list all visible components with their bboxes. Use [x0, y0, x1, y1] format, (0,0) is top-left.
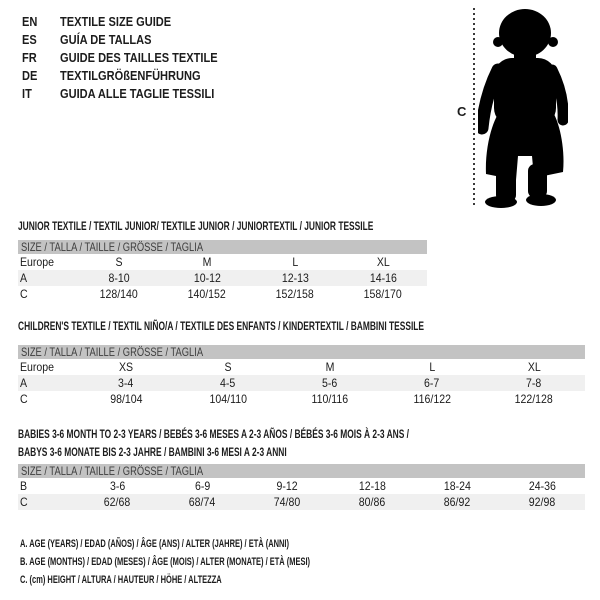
footnote-line: C. (cm) HEIGHT / ALTURA / HAUTEUR / HÖHE / ALTEZZA — [20, 574, 222, 586]
language-code: ES — [22, 32, 37, 47]
table-cell: 7-8 — [526, 376, 542, 390]
table-cell: 68/74 — [189, 495, 216, 509]
table-row — [18, 359, 585, 375]
table-cell: 3-6 — [109, 479, 126, 493]
table-title — [18, 219, 427, 233]
row-label: C — [20, 495, 28, 509]
table-cell: 122/128 — [514, 392, 554, 406]
language-code: FR — [22, 50, 37, 65]
table-row — [18, 478, 585, 494]
table-cell: M — [202, 255, 212, 269]
table-row — [18, 254, 427, 270]
row-label: B — [20, 479, 28, 493]
table-cell: 158/170 — [363, 287, 403, 301]
table-cell: 6-7 — [424, 376, 440, 390]
table-cell: 4-5 — [220, 376, 236, 390]
table-cell: 14-16 — [369, 271, 397, 285]
table-row — [18, 286, 427, 302]
table-cell: 128/140 — [99, 287, 139, 301]
table-cell: 80/86 — [359, 495, 386, 509]
baby-figure-area — [440, 0, 600, 215]
size-header-bar — [18, 464, 585, 478]
table-cell: 12-13 — [281, 271, 309, 285]
table-cell: 10-12 — [193, 271, 221, 285]
table-cell: 9-12 — [276, 479, 299, 493]
table-cell: 62/68 — [104, 495, 131, 509]
table-cell: 110/116 — [311, 392, 349, 406]
table-cell: 92/98 — [529, 495, 556, 509]
language-code: DE — [22, 68, 38, 83]
table-row — [18, 375, 585, 391]
table-row — [18, 391, 585, 407]
language-title: TEXTILE SIZE GUIDE — [60, 14, 172, 29]
language-row — [22, 31, 245, 49]
baby-silhouette-icon — [478, 6, 568, 208]
table-cell: XL — [376, 255, 390, 269]
height-measure-label: C — [457, 104, 467, 119]
language-title: TEXTILGRÖßENFÜHRUNG — [60, 68, 201, 83]
junior-textile-table — [18, 219, 427, 302]
table-cell: 98/104 — [109, 392, 143, 406]
table-cell: 12-18 — [358, 479, 387, 493]
table-cell: 74/80 — [274, 495, 301, 509]
table-title-line: BABIES 3-6 MONTH TO 2-3 YEARS / BEBÉS 3-6 MESES A 2-3 AÑOS / BÉBÉS 3-6 MOIS À 2-3 ANS / — [18, 427, 410, 441]
childrens-textile-table — [18, 319, 585, 407]
language-title: GUIDA ALLE TAGLIE TESSILI — [60, 86, 215, 101]
table-cell: 140/152 — [187, 287, 227, 301]
size-header-bar — [18, 240, 427, 254]
table-cell: 152/158 — [275, 287, 315, 301]
table-cell: L — [292, 255, 298, 269]
table-cell: XL — [527, 360, 541, 374]
table-title — [18, 319, 585, 333]
table-rows — [18, 254, 427, 302]
table-cell: 3-4 — [118, 376, 134, 390]
table-cell: 116/122 — [413, 392, 451, 406]
language-row — [22, 67, 245, 85]
size-header-text: SIZE / TALLA / TAILLE / GRÖSSE / TAGLIA — [21, 464, 204, 478]
table-cell: 104/110 — [209, 392, 247, 406]
size-header-bar — [18, 345, 585, 359]
table-title-line: BABYS 3-6 MONATE BIS 2-3 JAHRE / BAMBINI 3-6 MESI A 2-3 ANNI — [18, 445, 287, 459]
table-cell: 8-10 — [108, 271, 130, 285]
table-row — [18, 494, 585, 510]
footnote-line: A. AGE (YEARS) / EDAD (AÑOS) / ÂGE (ANS) / ALTER (JAHRE) / ETÀ (ANNI) — [20, 538, 290, 550]
table-cell: 24-36 — [528, 479, 557, 493]
table-cell: M — [325, 360, 335, 374]
table-cell: S — [224, 360, 232, 374]
language-row — [22, 13, 245, 31]
row-label: Europe — [20, 255, 55, 269]
language-title: GUÍA DE TALLAS — [60, 32, 152, 47]
babies-textile-table — [18, 425, 585, 510]
footnote-line: B. AGE (MONTHS) / EDAD (MESES) / ÂGE (MOIS) / ALTER (MONATE) / ETÀ (MESI) — [20, 556, 311, 568]
table-title — [18, 425, 585, 461]
table-cell: 5-6 — [322, 376, 338, 390]
row-label: A — [20, 376, 28, 390]
language-row — [22, 49, 245, 67]
table-cell: XS — [118, 360, 134, 374]
height-measure-dotted-line — [473, 8, 475, 208]
row-label: Europe — [20, 360, 55, 374]
table-cell: S — [115, 255, 123, 269]
row-label: A — [20, 271, 28, 285]
table-rows — [18, 359, 585, 407]
table-title-line: CHILDREN'S TEXTILE / TEXTIL NIÑO/A / TEXTILE DES ENFANTS / KINDERTEXTIL / BAMBINI TESSILE — [18, 319, 425, 333]
language-row — [22, 85, 245, 103]
size-header-text: SIZE / TALLA / TAILLE / GRÖSSE / TAGLIA — [21, 240, 204, 254]
language-code: IT — [22, 86, 32, 101]
table-cell: L — [429, 360, 435, 374]
footnotes — [20, 535, 447, 589]
table-rows — [18, 478, 585, 510]
table-cell: 6-9 — [194, 479, 211, 493]
row-label: C — [20, 392, 28, 406]
table-cell: 86/92 — [444, 495, 471, 509]
table-row — [18, 270, 427, 286]
language-code: EN — [22, 14, 38, 29]
table-title-line: JUNIOR TEXTILE / TEXTIL JUNIOR/ TEXTILE JUNIOR / JUNIORTEXTIL / JUNIOR TESSILE — [18, 219, 374, 233]
table-cell: 18-24 — [443, 479, 472, 493]
row-label: C — [20, 287, 28, 301]
language-title-list — [22, 13, 245, 103]
language-title: GUIDE DES TAILLES TEXTILE — [60, 50, 218, 65]
size-header-text: SIZE / TALLA / TAILLE / GRÖSSE / TAGLIA — [21, 345, 204, 359]
